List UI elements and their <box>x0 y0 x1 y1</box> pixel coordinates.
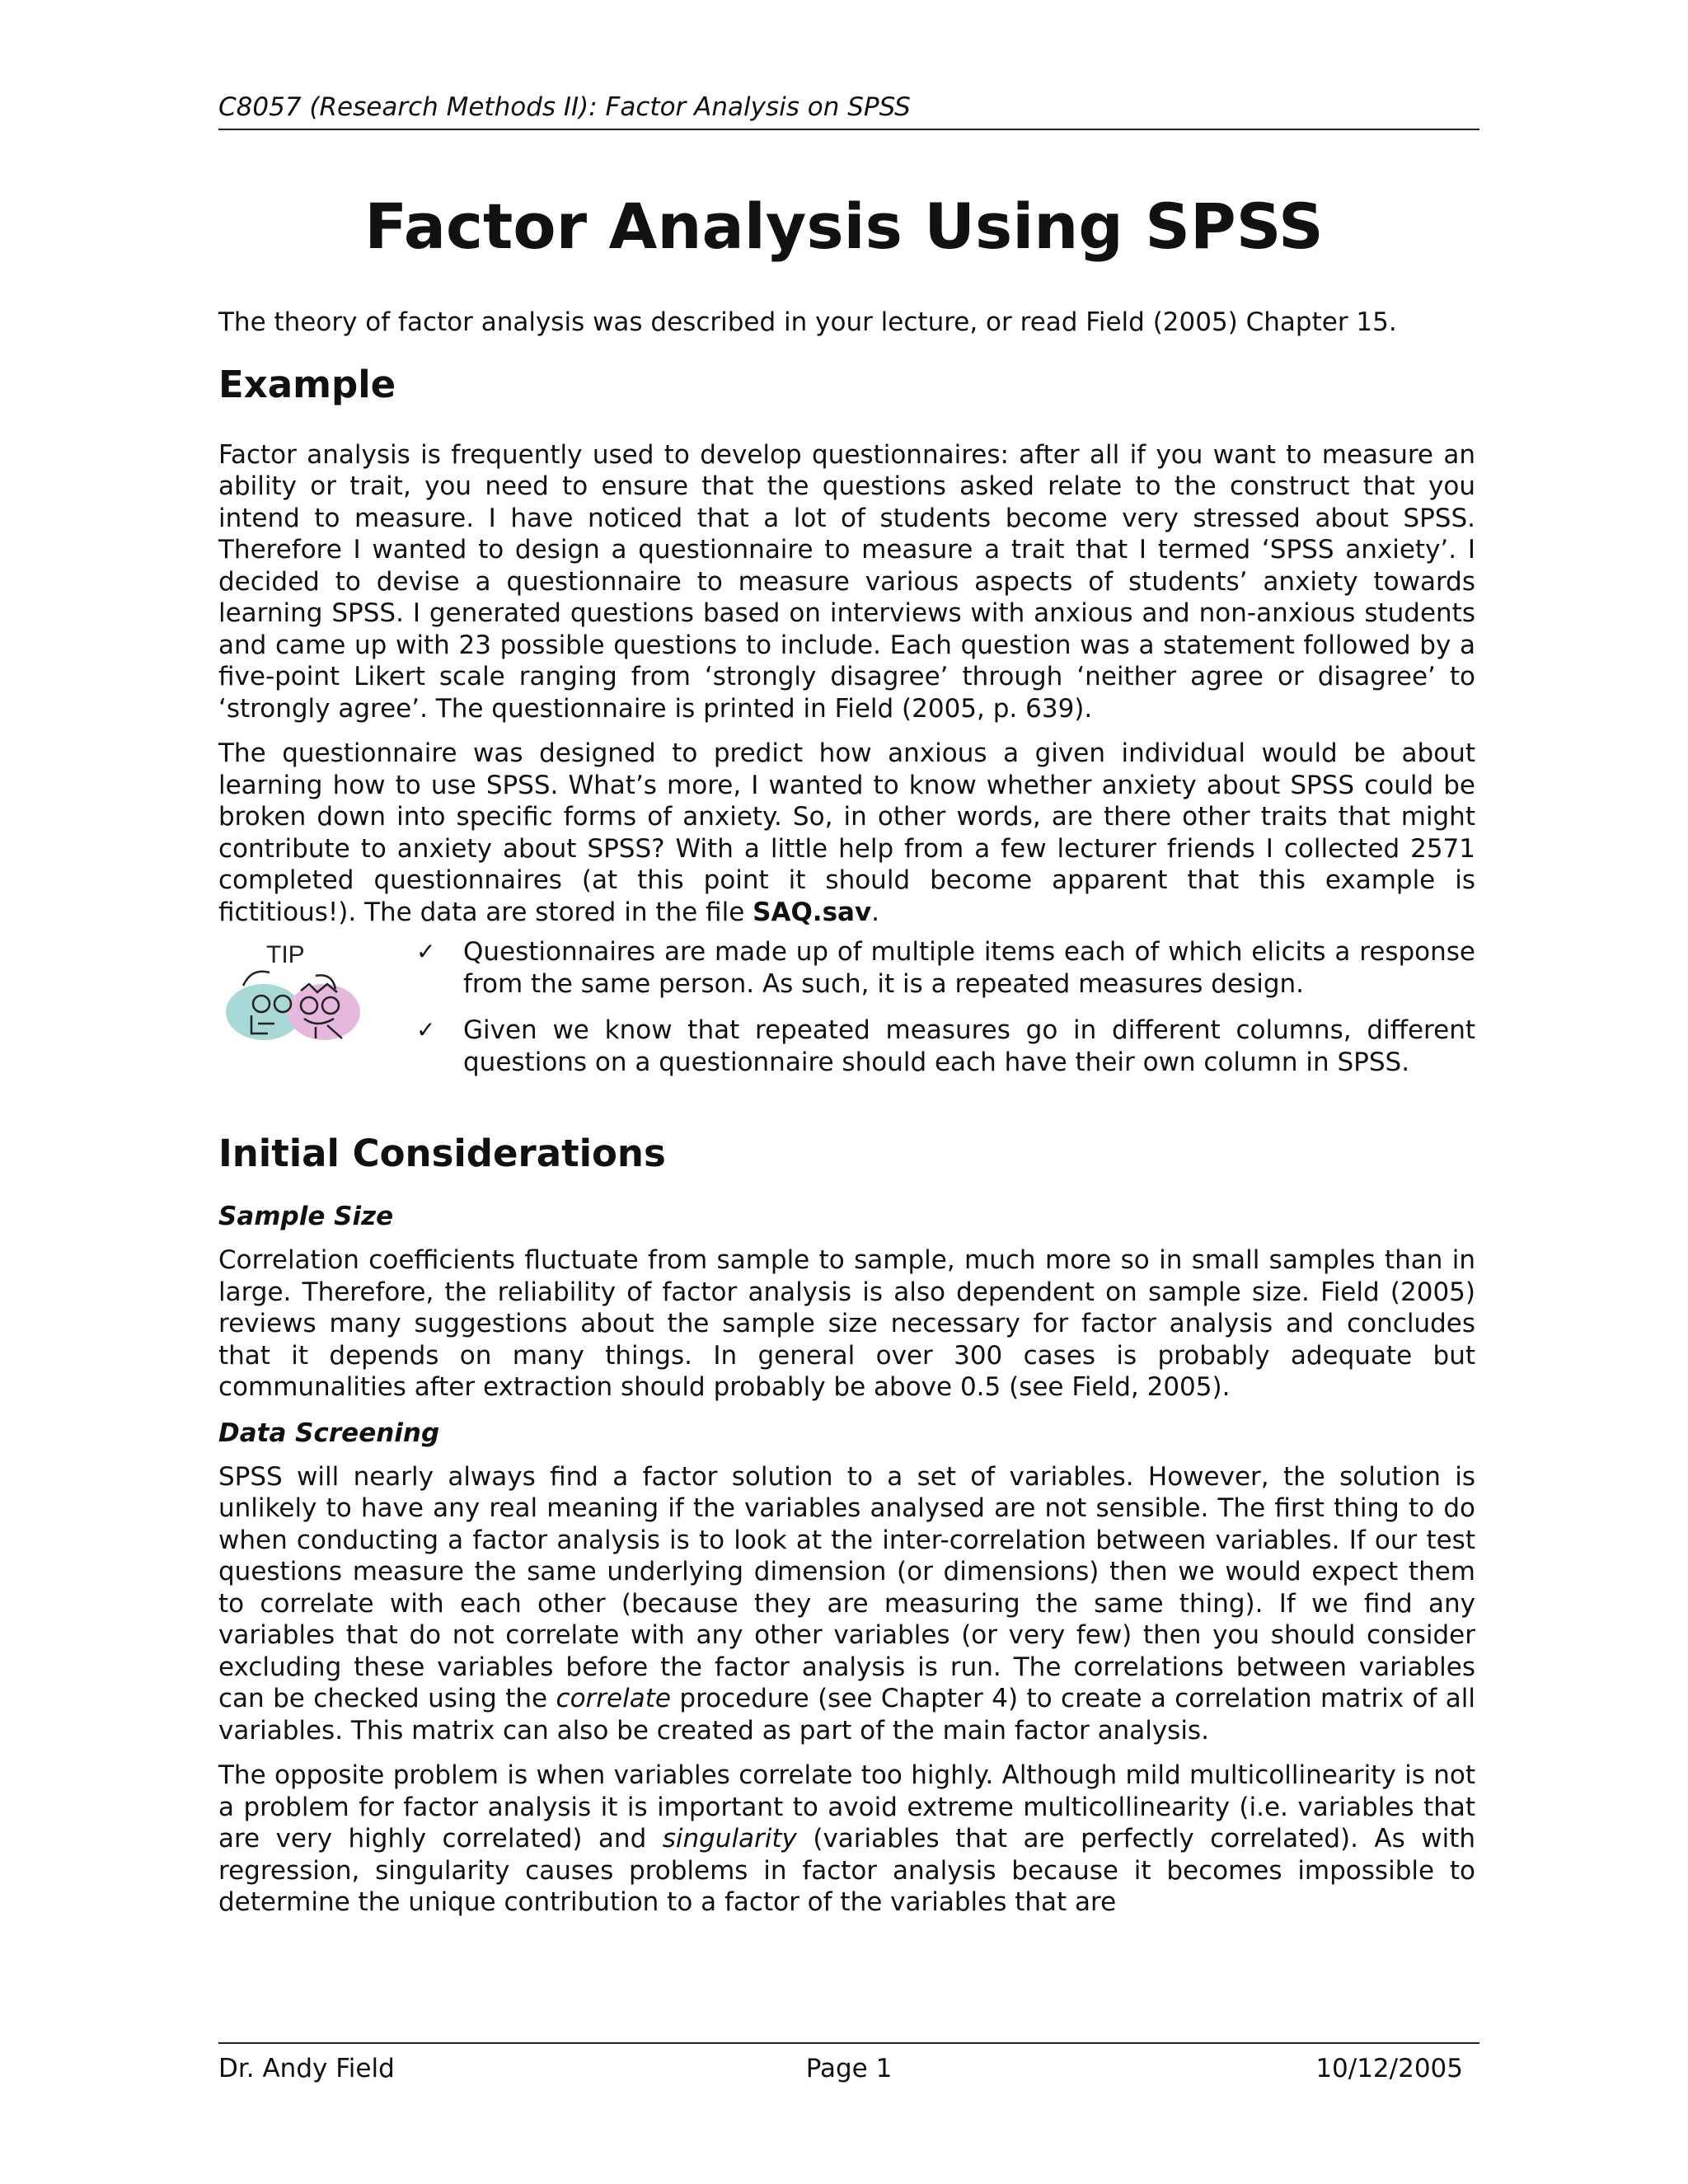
tip-box <box>218 936 1475 1085</box>
subheading-data-screening: Data Screening <box>218 1418 440 1448</box>
tip-item <box>416 936 1475 1000</box>
tip-item-text: Questionnaires are made up of multiple items each of which elicits a response from the same person. As such, it is a repeated measures design. <box>463 937 1475 999</box>
checkmark-icon: ✓ <box>416 1016 436 1043</box>
document-body <box>218 307 1475 1932</box>
footer-author: Dr. Andy Field <box>218 2054 395 2083</box>
tip-label: TIP <box>266 941 305 968</box>
data-file-name: SAQ.sav <box>753 897 872 927</box>
sample-size-paragraph: Correlation coefficients fluctuate from sample to sample, much more so in small samples than in large. Therefore, the reliability of factor analysis is also dependent on sample size. Field (2005) reviews many suggestions about the sample size necessary for factor analysis and concludes that it depends on many things. In general over 300 cases is probably adequate but communalities after extraction should probably be above 0.5 (see Field, 2005). <box>218 1245 1475 1402</box>
data-screening-paragraph-2 <box>218 1760 1475 1919</box>
tip-item-text: Given we know that repeated measures go in different columns, different questions on a questionnaire should each have their own column in SPSS. <box>463 1015 1475 1077</box>
section-heading-initial-considerations: Initial Considerations <box>218 1132 666 1175</box>
data-screening-text: procedure (see Chapter 4) to create a correlation matrix of all variables. This matrix can also be created as part of the main factor analysis. <box>218 1684 1475 1746</box>
data-screening-text: The opposite problem is when variables correlate too highly. Although mild multicollinearity is not a problem for factor analysis it is important to avoid extreme multicollinearity (i.e. variables that are very highly correlated) and <box>218 1760 1475 1854</box>
document-title: Factor Analysis Using SPSS <box>364 190 1324 263</box>
data-screening-paragraph-1 <box>218 1461 1475 1747</box>
page-footer <box>218 2042 1479 2088</box>
example-paragraph-2-text: The questionnaire was designed to predict how anxious a given individual would be about learning how to use SPSS. What’s more, I wanted to know whether anxiety about SPSS could be broken down into specific forms of anxiety. So, in other words, are there other traits that might contribute to anxiety about SPSS? With a little help from a few lecturer friends I collected 2571 completed questionnaires (at this point it should become apparent that this example is fictitious!). The data are stored in the file <box>218 738 1475 927</box>
data-screening-text: SPSS will nearly always find a factor solution to a set of variables. However, the solution is unlikely to have any real meaning if the variables analysed are not sensible. The first thing to do when conducting a factor analysis is to look at the inter-correlation between variables. If our test questions measure the same underlying dimension (or dimensions) then we would expect them to correlate with each other (because they are measuring the same thing). If we find any variables that do not correlate with any other variables (or very few) then you should consider excluding these variables before the factor analysis is run. The correlations between variables can be checked using the <box>218 1461 1475 1713</box>
example-paragraph-2-end: . <box>871 897 880 927</box>
emphasis-correlate: correlate <box>556 1684 671 1713</box>
data-screening-text: (variables that are perfectly correlated). As with regression, singularity causes problems in factor analysis because it becomes impossible to determine the unique contribution to a factor of the variables that are <box>218 1824 1476 1917</box>
section-heading-example: Example <box>218 362 396 406</box>
intro-paragraph: The theory of factor analysis was described in your lecture, or read Field (2005) Chapter 15. <box>218 307 1397 337</box>
tip-illustration-icon <box>218 936 363 1043</box>
checkmark-icon: ✓ <box>416 938 436 965</box>
footer-date: 10/12/2005 <box>1315 2054 1463 2083</box>
example-paragraph-1: Factor analysis is frequently used to develop questionnaires: after all if you want to measure an ability or trait, you need to ensure that the questions asked relate to the construct that you intend to measure. I have noticed that a lot of students become very stressed about SPSS. Therefore I wanted to design a questionnaire to measure a trait that I termed ‘SPSS anxiety’. I decided to devise a questionnaire to measure various aspects of students’ anxiety towards learning SPSS. I generated questions based on interviews with anxious and non-anxious students and came up with 23 possible questions to include. Each question was a statement followed by a five-point Likert scale ranging from ‘strongly disagree’ through ‘neither agree or disagree’ to ‘strongly agree’. The questionnaire is printed in Field (2005, p. 639). <box>218 439 1475 724</box>
running-header: C8057 (Research Methods II): Factor Analysis on SPSS <box>218 92 1479 130</box>
footer-page-number: Page 1 <box>805 2054 893 2083</box>
subheading-sample-size: Sample Size <box>218 1202 394 1231</box>
tip-list <box>416 936 1475 1093</box>
example-paragraph-2 <box>218 738 1475 928</box>
tip-item <box>416 1015 1475 1078</box>
emphasis-singularity: singularity <box>662 1824 797 1854</box>
